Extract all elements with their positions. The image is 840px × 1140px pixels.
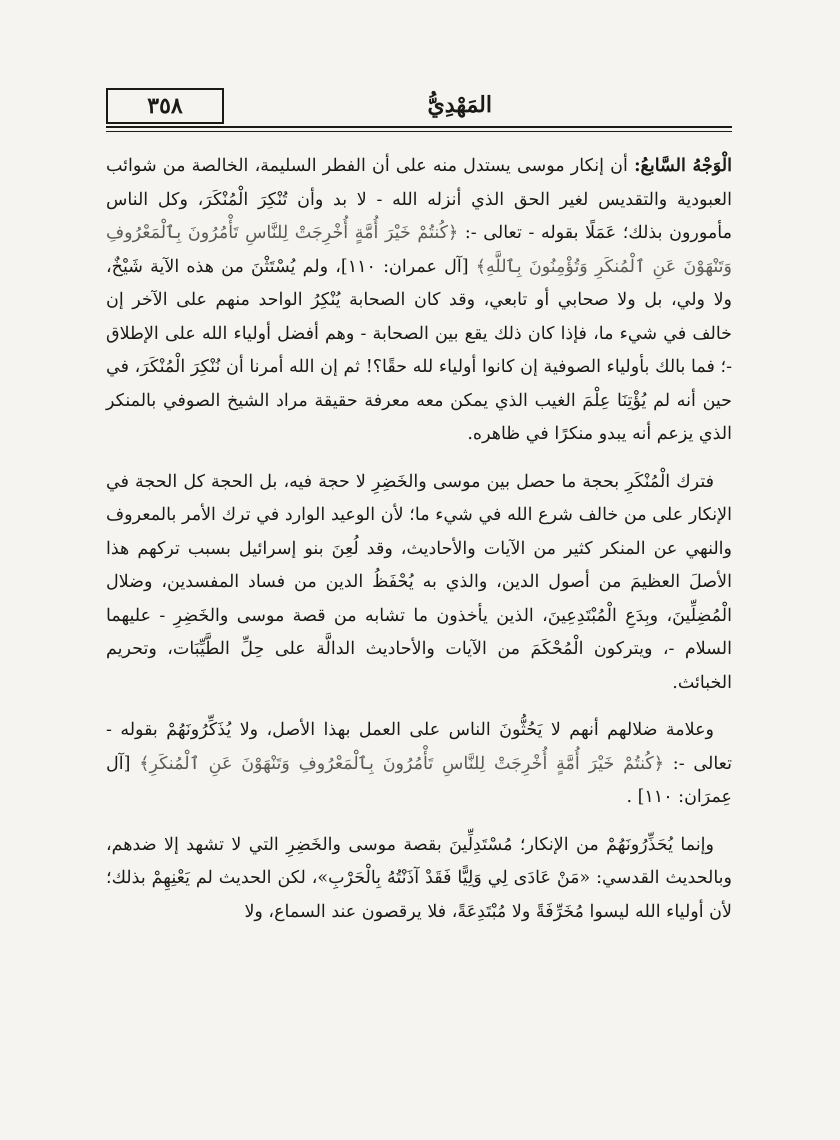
quran-verse: ﴿كُنتُمْ خَيْرَ أُمَّةٍ أُخْرِجَتْ لِلنَّاسِ تَأْمُرُونَ بِٱلْمَعْرُوفِ وَتَنْهَوْنَ عَنِ ٱلْمُنكَرِ وَتُؤْمِنُونَ بِٱللَّهِ﴾ xyxy=(106,223,732,277)
paragraph-4: وإنما يُحَذِّرُونَهُمْ من الإنكار؛ مُسْتَدِلِّينَ بقصة موسى والخَضِرِ التي لا تشهد إلا ضدهم، وبالحديث القدسي: «مَنْ عَادَى لِي وَلِيًّا فَقَدْ آذَنْتُهُ بِالْحَرْبِ»، لكن الحديث لم يَعْنِهِمْ بذلك؛ لأن أولياء الله ليسوا مُخَرِّفَةً ولا مُبْتَدِعَةً، فلا يرقصون عند السماع، ولا xyxy=(106,834,732,922)
running-title: المَهْدِيُّ xyxy=(427,92,492,118)
page-number: ٣٥٨ xyxy=(106,88,224,124)
page-body xyxy=(106,150,732,943)
header-rule xyxy=(106,126,732,128)
paragraph-3 xyxy=(106,714,732,815)
paragraph-2: فترك الْمُنْكَرِ بحجة ما حصل بين موسى والخَضِرِ لا حجة فيه، بل الحجة كل الحجة في الإنكار على من خالف شرع الله في شيء ما؛ لأن الوعيد الوارد في ترك الأمر بالمعروف والنهي عن المنكر كثير من الآيات والأحاديث، وقد لُعِنَ بنو إسرائيل بسبب تركهم هذا الأصلَ العظيمَ من أصول الدين، والذي به يُحْفَظُ الدين من فساد المفسدين، وضلال الْمُضِلِّينَ، وبِدَعِ الْمُبْتَدِعِينَ، الذين يأخذون ما تشابه من قصة موسى والخَضِرِ - عليهما السلام -، ويتركون الْمُحْكَمَ من الآيات والأحاديث الدالَّة على حِلِّ الطَّيِّبَات، وتحريم الخبائث. xyxy=(106,471,732,693)
paragraph-text: أن إنكار موسى يستدل منه على أن الفطر السليمة، الخالصة من شوائب العبودية والتقديس لغير الحق الذي أنزله الله - لا بد وأن تُنْكِرَ الْمُنْكَرَ، وكل الناس مأمورون بذلك؛ عَمَلًا بقوله - تعالى -: xyxy=(106,156,733,243)
paragraph-text: [آل عِمرَان: ١١٠] . xyxy=(106,753,732,807)
quran-verse: ﴿كُنتُمْ خَيْرَ أُمَّةٍ أُخْرِجَتْ لِلنَّاسِ تَأْمُرُونَ بِٱلْمَعْرُوفِ وَتَنْهَوْنَ عَنِ ٱلْمُنكَرِ﴾ xyxy=(139,753,664,774)
paragraph-1 xyxy=(106,150,732,452)
header-rule-thin xyxy=(106,131,732,132)
paragraph-text: وعلامة ضلالهم أنهم لا يَحُثُّونَ الناس على العمل بهذا الأصل، ولا يُذَكِّرُونَهُمْ بقوله - تعالى -: xyxy=(106,720,732,774)
paragraph-text: [آل عمران: ١١٠]، ولم يُسْتَثْنَ من هذه الآية شَيْخٌ، ولا ولي، بل ولا صحابي أو تابعي، وقد كان الصحابة يُنْكِرُ الواحد منهم على الآخر إن خالف في شيء ما، فإذا كان ذلك يقع بين الصحابة - وهم أفضل أولياء الله على الإطلاق -؛ فما بالك بأولياء الصوفية إن كانوا أولياء لله حقًا؟! ثم إن الله أمرنا أن نُنْكِرَ الْمُنْكَرَ، في حين أنه لم يُؤْتِنَا عِلْمَ الغيب الذي يمكن معه معرفة حقيقة مراد الشيخ الصوفي بالمنكر الذي يزعم أنه يبدو منكرًا في ظاهره. xyxy=(106,256,732,444)
page-header xyxy=(106,88,732,136)
section-heading: الْوَجْهُ السَّابعُ: xyxy=(634,156,732,176)
